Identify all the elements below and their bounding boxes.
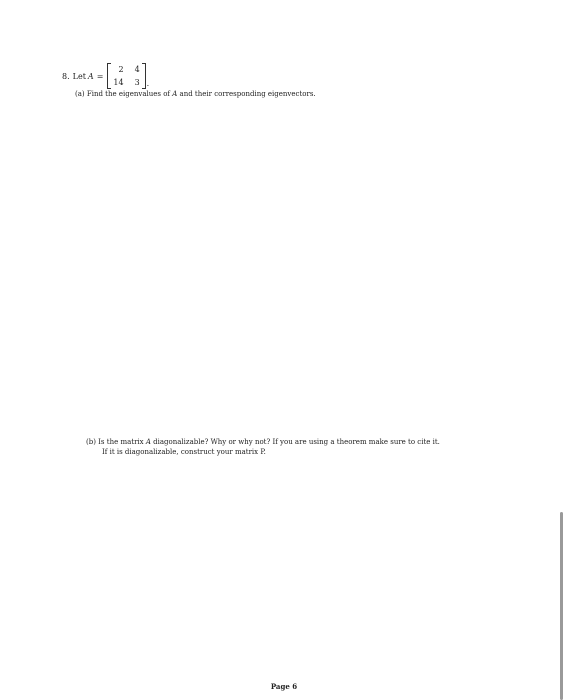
matrix-entry-1-1: 2 [118,65,124,74]
matrix-right-bracket [142,63,146,89]
part-a-variable: A [172,90,178,98]
part-b-line2: If it is diagonalizable, construct your matrix P. [102,448,266,456]
equals-sign: = [96,71,104,81]
part-b-prefix: (b) Is the matrix [86,438,144,446]
matrix-entry-1-2: 4 [134,65,140,74]
let-text: Let [72,71,86,81]
matrix-variable: A [87,71,94,81]
statement-period: . [146,79,150,88]
scrollbar-thumb[interactable] [560,512,563,700]
part-b-variable: A [145,438,151,446]
matrix-entries [111,63,141,89]
part-a-question [75,90,316,98]
problem-statement [62,62,149,90]
part-b-question [86,437,440,457]
problem-number: 8. [62,71,70,81]
part-a-prefix: (a) Find the eigenvalues of [75,90,171,98]
matrix-entry-2-1: 14 [113,78,124,87]
page-number: Page 6 [270,682,298,691]
part-b-suffix: diagonalizable? Why or why not? If you are using a theorem make sure to cite it. [153,438,440,446]
matrix-a [107,63,145,89]
part-a-suffix: and their corresponding eigenvectors. [179,90,316,98]
matrix-entry-2-2: 3 [134,78,140,87]
